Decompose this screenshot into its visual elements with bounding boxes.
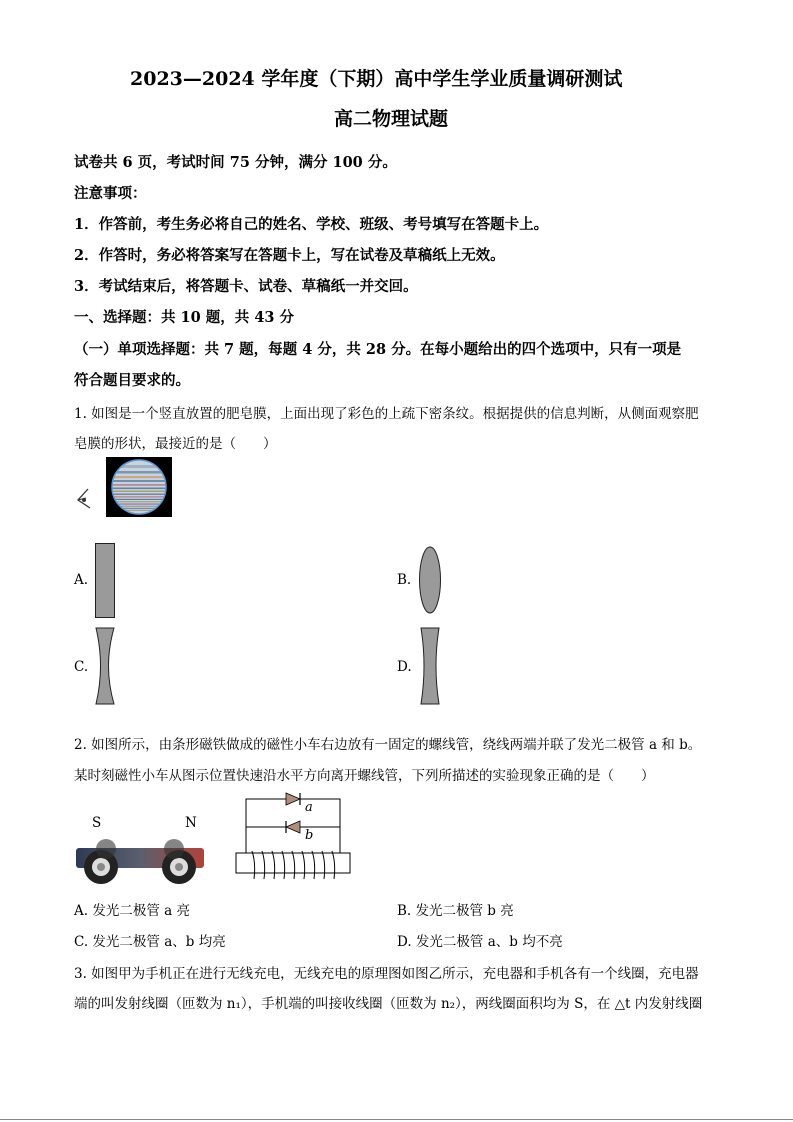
exam-subtitle: 高二物理试题 [334,108,449,130]
q1-option-b-shape [418,546,442,614]
q1-option-b-label[interactable]: B. [397,572,412,588]
diode-b-label: b [305,828,314,843]
q1-stem-cont: 皂膜的形状，最接近的是（ ） [74,436,277,452]
q1-option-d-label[interactable]: D. [397,659,412,675]
q1-stem: 1. 如图是一个竖直放置的肥皂膜，上面出现了彩色的上疏下密条纹。根据提供的信息判断，从侧面观察肥 [74,406,699,422]
q1-option-d-shape [420,627,440,705]
notice-item: 2．作答时，务必将答案写在答题卡上，写在试卷及草稿纸上无效。 [74,247,505,264]
solenoid-circuit [234,793,354,885]
subsection-title: （一）单项选择题：共 7 题，每题 4 分，共 28 分。在每小题给出的四个选项中，只有一项是 [74,341,682,358]
diode-a-label: a [305,800,313,815]
exam-title: 2023—2024 学年度（下期）高中学生学业质量调研测试 [130,68,623,90]
notice-item: 1．作答前，考生务必将自己的姓名、学校、班级、考号填写在答题卡上。 [74,216,549,233]
page-bottom-rule [0,1119,793,1120]
q2-stem-cont: 某时刻磁性小车从图示位置快速沿水平方向离开螺线管，下列所描述的实验现象正确的是（ ） [74,768,655,784]
subsection-title-cont: 符合题目要求的。 [74,372,190,389]
q2-option-b[interactable]: B. 发光二极管 b 亮 [397,903,514,919]
q1-option-c-shape [95,627,115,705]
magnet-car-image [74,830,208,888]
q2-option-c[interactable]: C. 发光二极管 a、b 均亮 [74,934,226,950]
notice-title: 注意事项： [74,185,147,202]
q1-option-a-shape [95,543,115,618]
diode-b-icon [286,821,300,833]
q3-stem-cont: 端的叫发射线圈（匝数为 n₁），手机端的叫接收线圈（匝数为 n₂），两线圈面积均为 S，在 △t 内发射线圈 [74,996,703,1012]
pole-n-label: N [185,815,197,831]
pole-s-label: S [92,815,102,831]
soap-film-photo [106,457,172,517]
q2-option-d[interactable]: D. 发光二极管 a、b 均不亮 [397,934,563,950]
q1-option-c-label[interactable]: C. [74,659,89,675]
observer-eye-icon [74,487,96,511]
q2-stem: 2. 如图所示，由条形磁铁做成的磁性小车右边放有一固定的螺线管，绕线两端并联了发光二极管 a 和 b。 [74,737,702,753]
notice-item: 3．考试结束后，将答题卡、试卷、草稿纸一并交回。 [74,278,418,295]
q1-option-a-label[interactable]: A. [74,572,89,588]
q2-option-a[interactable]: A. 发光二极管 a 亮 [74,903,190,919]
q3-stem: 3. 如图甲为手机正在进行无线充电，无线充电的原理图如图乙所示，充电器和手机各有一个线圈，充电器 [74,966,699,982]
section-title: 一、选择题：共 10 题，共 43 分 [74,309,295,326]
exam-info: 试卷共 6 页，考试时间 75 分钟，满分 100 分。 [74,154,397,171]
diode-a-icon [286,793,300,805]
